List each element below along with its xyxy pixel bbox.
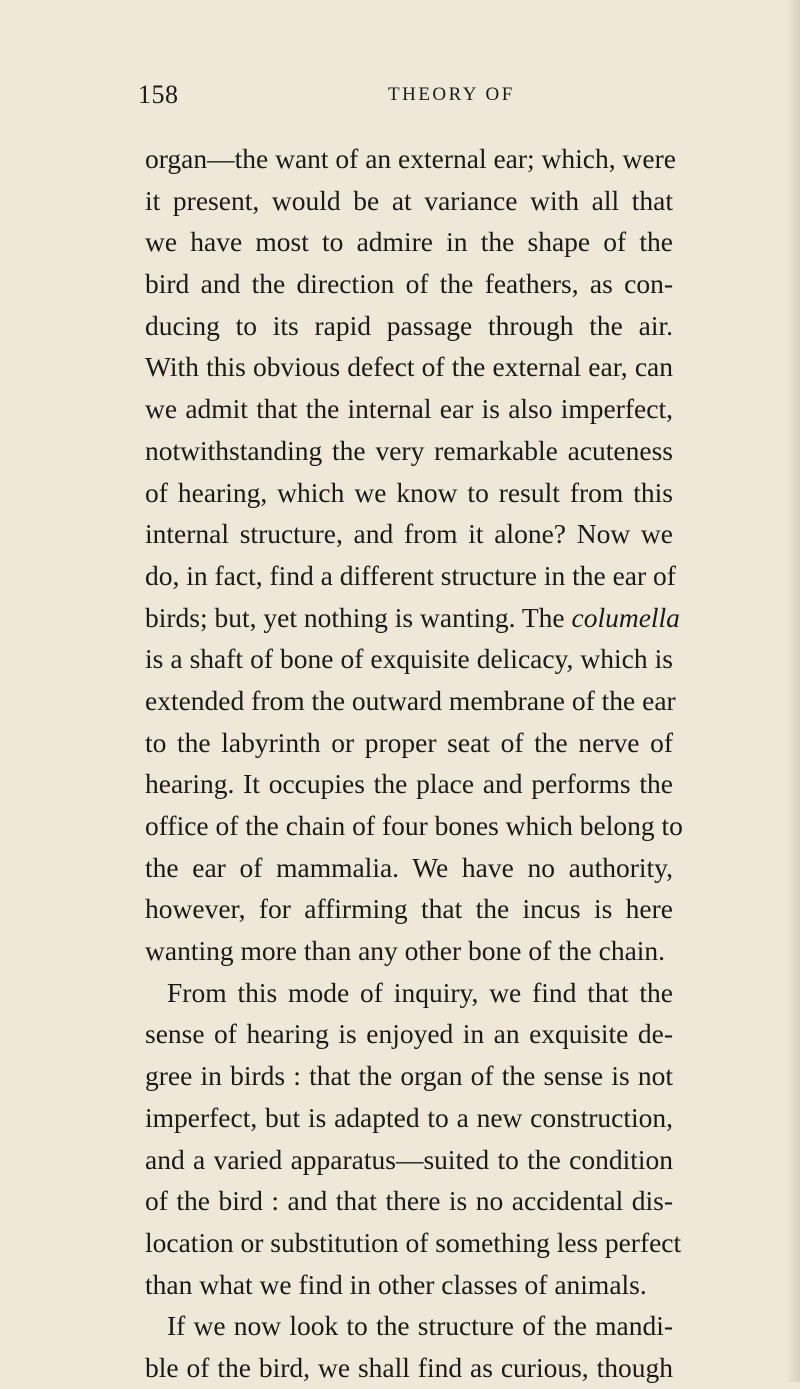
text-line: to the labyrinth or proper seat of the nerve of bbox=[145, 726, 673, 758]
text-line: location or substitution of something less perfect bbox=[145, 1226, 682, 1258]
text-line: sense of hearing is enjoyed in an exquisite de- bbox=[145, 1018, 673, 1050]
text-line: gree in birds : that the organ of the sense is not bbox=[145, 1060, 673, 1092]
text-line: office of the chain of four bones which belong to bbox=[145, 810, 683, 841]
text-line: internal structure, and from it alone? Now we bbox=[145, 518, 673, 550]
running-title: THEORY OF bbox=[388, 84, 515, 105]
text-line: notwithstanding the very remarkable acuteness bbox=[145, 434, 673, 466]
text-line: wanting more than any other bone of the chain. bbox=[145, 935, 666, 967]
text-line: bird and the direction of the feathers, as con- bbox=[145, 268, 673, 300]
page-edge-shadow bbox=[786, 0, 800, 1382]
text-line: the ear of mammalia. We have no authority, bbox=[145, 851, 673, 883]
text-line: With this obvious defect of the external ear, can bbox=[145, 351, 673, 383]
text-line-with-italic bbox=[145, 597, 680, 639]
text-line: hearing. It occupies the place and performs the bbox=[145, 768, 673, 800]
text-line: ducing to its rapid passage through the air. bbox=[145, 309, 673, 341]
text-line: of the bird : and that there is no accidental dis- bbox=[145, 1185, 673, 1217]
text-line-paragraph-start: If we now look to the structure of the mandi- bbox=[167, 1310, 673, 1342]
text-line: we admit that the internal ear is also imperfect, bbox=[145, 393, 673, 425]
text-line: is a shaft of bone of exquisite delicacy, which is bbox=[145, 643, 673, 675]
italic-term-columella: columella bbox=[571, 601, 680, 633]
text-line: extended from the outward membrane of the ear bbox=[145, 684, 676, 716]
text-line: organ—the want of an external ear; which, were bbox=[145, 143, 676, 174]
text-line: of hearing, which we know to result from this bbox=[145, 476, 673, 508]
text-line: do, in fact, find a different structure in the ear of bbox=[145, 559, 676, 591]
text-line: ble of the bird, we shall find as curious, though bbox=[145, 1351, 673, 1383]
text-line: imperfect, but is adapted to a new construction, bbox=[145, 1101, 673, 1133]
text-line-paragraph-start: From this mode of inquiry, we find that the bbox=[167, 976, 673, 1008]
text-line: than what we find in other classes of animals. bbox=[145, 1268, 647, 1300]
text-line: and a varied apparatus—suited to the condition bbox=[145, 1143, 673, 1175]
text-line: we have most to admire in the shape of the bbox=[145, 226, 673, 258]
text-run: birds; but, yet nothing is wanting. The bbox=[145, 601, 572, 633]
text-line: it present, would be at variance with all that bbox=[145, 184, 673, 216]
page-number: 158 bbox=[138, 80, 179, 109]
running-head bbox=[138, 80, 670, 110]
body-text bbox=[145, 138, 683, 1389]
text-line: however, for affirming that the incus is here bbox=[145, 893, 673, 925]
